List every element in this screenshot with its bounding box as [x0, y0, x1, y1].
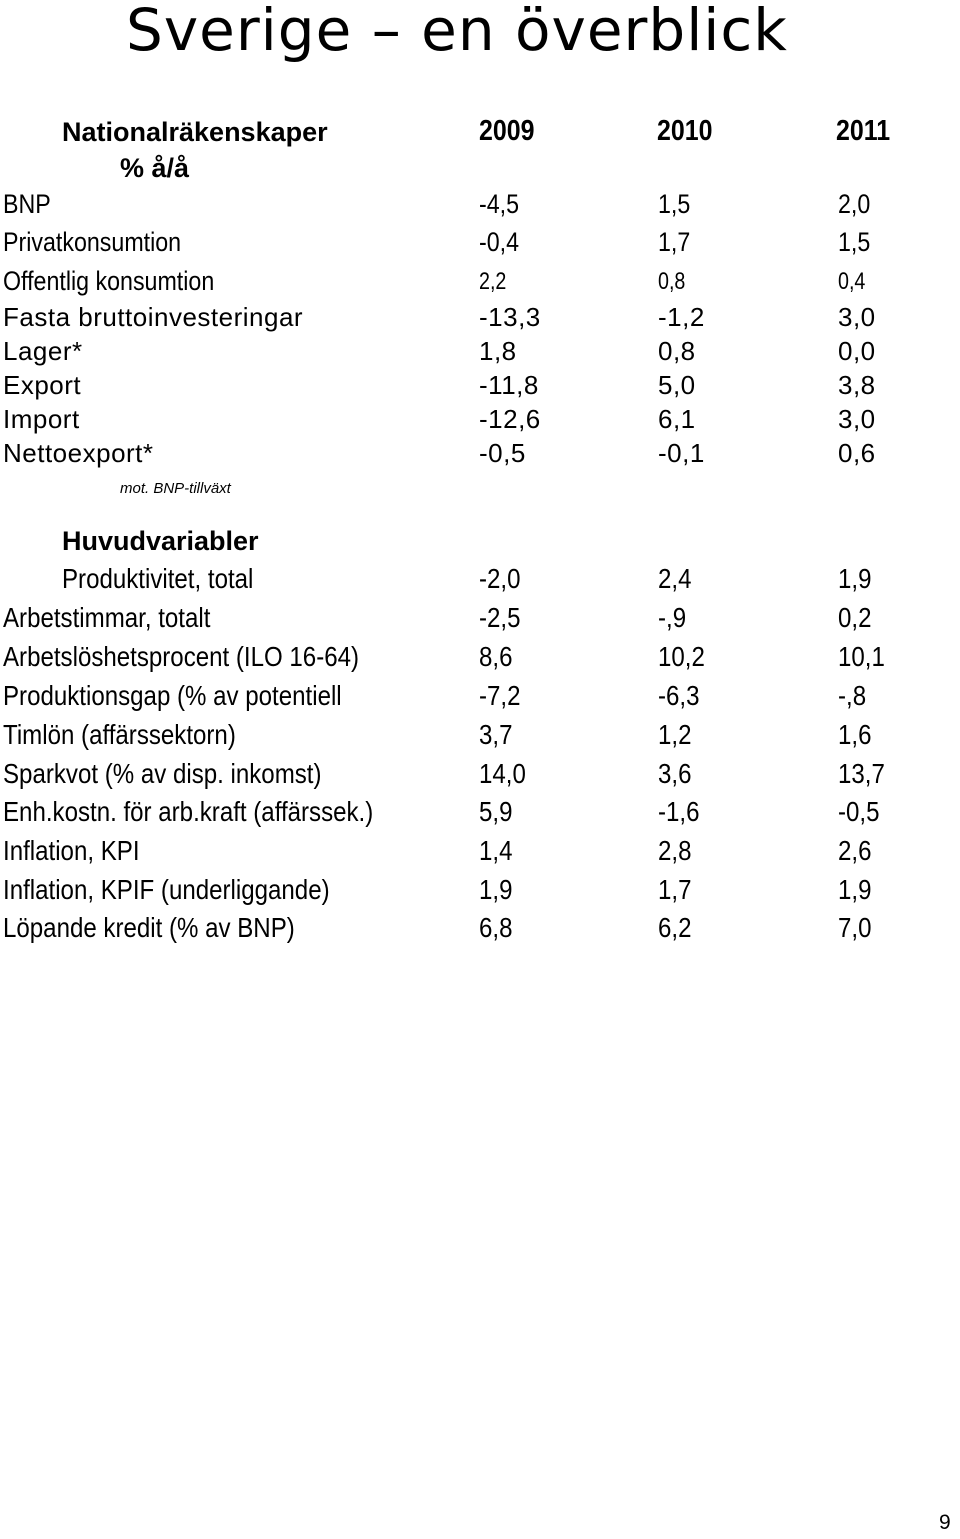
table-cell-2010: -1,6	[658, 796, 700, 827]
national-accounts-subheading: % å/å	[120, 153, 190, 183]
table-cell-2011: 13,7	[838, 758, 885, 789]
table-cell-2009: 6,8	[479, 912, 513, 943]
table-cell-2009: 2,2	[479, 268, 507, 295]
table-cell-2009: 1,8	[479, 336, 517, 366]
table-cell-2010: 1,5	[658, 189, 691, 219]
table-row-label: Inflation, KPIF (underliggande)	[3, 874, 330, 905]
table-cell-2011: 1,9	[838, 874, 872, 905]
page-title: Sverige – en överblick	[126, 0, 788, 64]
table-cell-2011: 10,1	[838, 641, 885, 672]
table-cell-2011: 3,0	[838, 404, 876, 434]
table-cell-2011: 1,9	[838, 563, 872, 594]
table-row-label: Fasta bruttoinvesteringar	[3, 302, 304, 332]
main-variables-heading: Huvudvariabler	[62, 526, 259, 556]
table-cell-2010: 0,8	[658, 336, 696, 366]
table-cell-2010: -6,3	[658, 680, 700, 711]
table-row-label: Inflation, KPI	[3, 835, 140, 866]
table-row-label: Nettoexport*	[3, 438, 154, 468]
table-row-label: Sparkvot (% av disp. inkomst)	[3, 758, 322, 789]
table-cell-2010: 2,8	[658, 835, 692, 866]
table-cell-2009: 3,7	[479, 719, 513, 750]
table-cell-2011: 3,8	[838, 370, 876, 400]
table-cell-2010: 3,6	[658, 758, 692, 789]
table-row-label: Löpande kredit (% av BNP)	[3, 912, 295, 943]
table-cell-2011: 0,2	[838, 602, 872, 633]
table-cell-2010: 1,7	[658, 227, 691, 257]
table-cell-2010: 10,2	[658, 641, 705, 672]
table-row-label: Timlön (affärssektorn)	[3, 719, 236, 750]
table-cell-2011: 1,6	[838, 719, 872, 750]
table-cell-2011: 2,0	[838, 189, 871, 219]
national-accounts-heading: Nationalräkenskaper	[62, 117, 328, 147]
table-cell-2011: 0,6	[838, 438, 876, 468]
table-cell-2011: 7,0	[838, 912, 872, 943]
table-cell-2009: -4,5	[479, 189, 520, 219]
table-row-label: Offentlig konsumtion	[3, 266, 215, 296]
table-cell-2010: 0,8	[658, 268, 686, 295]
table-cell-2009: -2,0	[479, 563, 521, 594]
table-cell-2009: -13,3	[479, 302, 541, 332]
table-row-label: BNP	[3, 189, 51, 219]
table-cell-2009: -12,6	[479, 404, 541, 434]
table-cell-2010: -,9	[658, 602, 687, 633]
table-cell-2009: 14,0	[479, 758, 526, 789]
year-header-2009: 2009	[479, 115, 535, 147]
table-row-label: Arbetslöshetsprocent (ILO 16-64)	[3, 641, 360, 672]
table-cell-2009: -11,8	[479, 370, 539, 400]
table-row-label: Enh.kostn. för arb.kraft (affärssek.)	[3, 796, 374, 827]
table-cell-2010: 1,2	[658, 719, 692, 750]
table-cell-2011: -,8	[838, 680, 867, 711]
table-cell-2011: 3,0	[838, 302, 876, 332]
table-cell-2011: 0,0	[838, 336, 876, 366]
table-row-label: Produktivitet, total	[62, 563, 254, 594]
table-cell-2011: 0,4	[838, 268, 866, 295]
table-row-label: Arbetstimmar, totalt	[3, 602, 211, 633]
table-cell-2010: 1,7	[658, 874, 692, 905]
table-cell-2009: 1,9	[479, 874, 513, 905]
year-header-2011: 2011	[836, 115, 891, 147]
table-cell-2009: -0,4	[479, 227, 520, 257]
table-cell-2010: 2,4	[658, 563, 692, 594]
year-header-2010: 2010	[657, 115, 713, 147]
table-row-label: Privatkonsumtion	[3, 227, 182, 257]
table-cell-2010: 5,0	[658, 370, 696, 400]
table-cell-2009: 8,6	[479, 641, 513, 672]
table-cell-2009: 5,9	[479, 796, 513, 827]
table-cell-2011: -0,5	[838, 796, 880, 827]
table-cell-2009: -2,5	[479, 602, 521, 633]
table-row-label: Produktionsgap (% av potentiell	[3, 680, 342, 711]
table-cell-2009: 1,4	[479, 835, 513, 866]
footnote: mot. BNP-tillväxt	[120, 480, 231, 497]
table-cell-2009: -7,2	[479, 680, 521, 711]
table-cell-2011: 2,6	[838, 835, 872, 866]
table-cell-2011: 1,5	[838, 227, 871, 257]
table-cell-2010: 6,2	[658, 912, 692, 943]
table-cell-2010: 6,1	[658, 404, 696, 434]
page-number: 9	[939, 1511, 951, 1534]
table-cell-2010: -0,1	[658, 438, 705, 468]
table-cell-2009: -0,5	[479, 438, 526, 468]
table-row-label: Lager*	[3, 336, 83, 366]
table-row-label: Export	[3, 370, 82, 400]
table-cell-2010: -1,2	[658, 302, 705, 332]
table-row-label: Import	[3, 404, 80, 434]
